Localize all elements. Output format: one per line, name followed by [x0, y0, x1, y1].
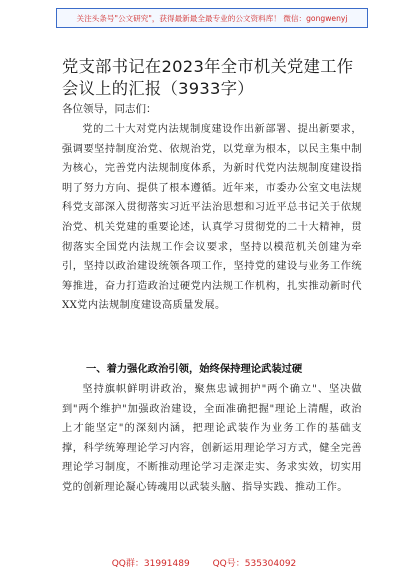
qq-group: QQ群：31991489 [111, 559, 190, 569]
intro-paragraph: 党的二十大对党内法规制度建设作出新部署、提出新要求，强调要坚持制度治党、依规治党，以党章为根本，以民主集中制为核心，完善党内法规制度体系，为新时代党内法规制度建设指明了努力方向、提供了根本遵循。近年来，市委办公室文电法规科党支部深入贯彻落实习近平法治思想和习近平总书记关于依规治党、机关党建的重要论述，认真学习贯彻党的二十大精神，贯彻落实全国党内法规工作会议要求，坚持以模范机关创建为牵引，坚持以政治建设统领各项工作，坚持党的建设与业务工作统筹推进，奋力打造政治过硬党内法规工作机构，扎实推动新时代XX党内法规制度建设高质量发展。 [62, 124, 362, 312]
greeting: 各位领导，同志们： [62, 103, 157, 115]
section-paragraph: 坚持旗帜鲜明讲政治，聚焦忠诚拥护"两个确立"、坚决做到"两个维护"加强政治建设，全面准确把握"理论上清醒，政治上才能坚定"的深刻内涵，把理论武装作为业务工作的基础支撑，科学统筹理论学习内容，创新运用理论学习方式，健全完善理论学习制度，不断推动理论学习走深走实、务求实效，切实用党的创新理论凝心铸魂用以武装头脑、指导实践、推动工作。 [62, 384, 362, 493]
banner-text: 关注头条号"公文研究"，获得最新最全最专业的公文资料库！ 微信：gongwenyj [76, 13, 348, 23]
footer [0, 556, 408, 569]
intro-section [62, 120, 362, 316]
qq-number: QQ号：535304092 [212, 559, 297, 569]
section-body [62, 380, 362, 498]
promo-banner [56, 8, 368, 28]
document-title: 党支部书记在2023年全市机关党建工作会议上的汇报（3933字） [62, 57, 354, 98]
section-heading: 一、着力强化政治引领，始终保持理论武装过硬 [86, 363, 303, 375]
